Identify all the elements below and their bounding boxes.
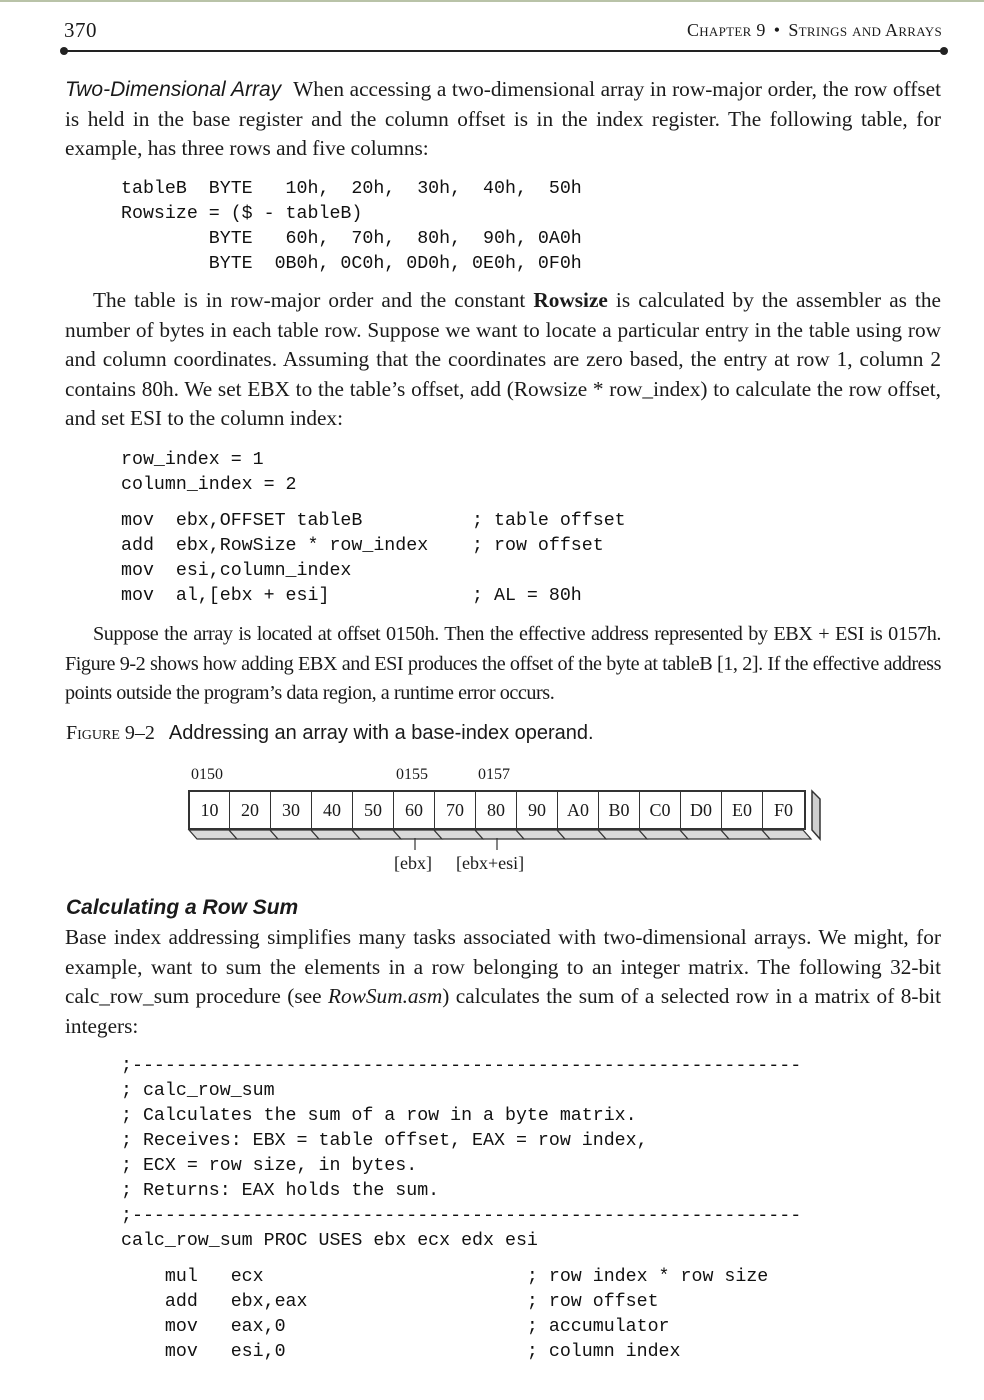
code-table-definition: tableB BYTE 10h, 20h, 30h, 40h, 50h Rowsize = ($ - tableB) BYTE 60h, 70h, 80h, 90h, 0A0h BYTE 0B0h, 0C0h, 0D0h, 0E0h, 0F0h	[121, 179, 582, 274]
figure-label: Figure 9–2	[66, 722, 155, 744]
code-mov-instructions: mov ebx,OFFSET tableB ; table offset add ebx,RowSize * row_index ; row offset mov esi,column_index mov al,[ebx + esi] ; AL = 80h	[121, 511, 626, 606]
chapter-label: Chapter 9	[686, 20, 766, 40]
array-cell: 10	[190, 792, 230, 828]
bullet-separator: •	[773, 20, 781, 40]
filename-rowsum: RowSum.asm	[328, 984, 443, 1008]
header-rule-left-dot	[60, 47, 68, 55]
array-cell: 90	[517, 792, 558, 828]
chapter-title: Strings and Arrays	[788, 20, 942, 40]
array-cell: 50	[353, 792, 394, 828]
text-after: is calculated by the assembler as the number of bytes in each table row. Suppose we want to locate a particular entry in the table using row and column coordinates. Assuming that the coordinates are zero based, the entry at row 1, column 2 contains 80h. We set EBX to the table’s offset, add (Rowsize * row_index) to calculate the row offset, and set ESI to the column index:	[65, 288, 942, 430]
paragraph-text: When accessing a two-dimensional array in row-major order, the row offset is held in the base register and the column offset is in the index register. The following table, for example, has three rows and five columns:	[65, 77, 942, 160]
array-cell: A0	[558, 792, 599, 828]
array-cell: 70	[435, 792, 476, 828]
array-cell: 20	[230, 792, 271, 828]
top-edge-rule	[0, 0, 984, 2]
address-0157: 0157	[478, 766, 510, 783]
array-cell-underside	[762, 830, 811, 839]
running-head	[687, 20, 942, 41]
paragraph-effective-address: Suppose the array is located at offset 0150h. Then the effective address represented by EBX + ESI is 0157h. Figure 9-2 shows how adding EBX and ESI produces the offset of the byte at tableB [1, 2]. If the effective address points outside the program’s data region, a runtime error occurs.	[65, 623, 941, 704]
text-after: ) calculates the sum of a selected row in a matrix of 8-bit integers:	[65, 984, 941, 1038]
array-cell: C0	[640, 792, 681, 828]
page-number: 370	[64, 18, 97, 42]
array-cell: 60	[394, 792, 435, 828]
array-cell: D0	[681, 792, 722, 828]
address-0155: 0155	[396, 766, 428, 783]
page-header	[64, 16, 942, 46]
text-before: The table is in row-major order and the constant	[93, 288, 534, 312]
array-cell: 30	[271, 792, 312, 828]
run-in-heading: Two-Dimensional Array	[65, 78, 282, 101]
paragraph-row-sum	[65, 923, 941, 1041]
pointer-ebx-label: [ebx]	[394, 853, 432, 873]
pointer-ebx-esi-label: [ebx+esi]	[456, 853, 525, 873]
array-cell: F0	[773, 800, 793, 820]
figure-caption	[66, 722, 594, 745]
array-cell: B0	[599, 792, 640, 828]
paragraph-two-dimensional-array	[65, 75, 941, 164]
header-rule	[64, 50, 944, 52]
text-before: Base index addressing simplifies many tasks associated with two-dimensional arrays. We might, for example, want to sum the elements in a row belonging to an integer matrix. The following 32-bit calc_row_sum procedure (see	[65, 925, 941, 1008]
term-rowsize: Rowsize	[533, 288, 608, 312]
cells-under-face	[189, 830, 811, 839]
array-cell: E0	[722, 792, 763, 828]
array-cells	[188, 790, 806, 830]
address-0150: 0150	[191, 766, 223, 783]
code-procedure-body: mul ecx ; row index * row size add ebx,eax ; row offset mov eax,0 ; accumulator mov esi,0 ; column index	[164, 1267, 769, 1362]
paragraph-rowsize	[65, 286, 941, 434]
header-rule-right-dot	[940, 47, 948, 55]
figure-title: Addressing an array with a base-index operand.	[168, 722, 594, 744]
array-cell: 80	[476, 792, 517, 828]
section-heading: Calculating a Row Sum	[66, 896, 299, 919]
array-cell: 40	[312, 792, 353, 828]
cells-side-face	[812, 791, 820, 839]
code-procedure-header: ;------------------------------------------------------------- ; calc_row_sum ; Calculates the sum of a row in a byte matrix. ; Receives: EBX = table offset, EAX = row index, ; ECX = row size, in bytes. ; Returns: EAX holds the sum. ;------------------------------------------------------------- calc_row_sum PROC USES ebx ecx edx esi	[121, 1056, 802, 1251]
array-diagram	[180, 760, 830, 890]
code-index-constants: row_index = 1 column_index = 2	[121, 450, 297, 495]
